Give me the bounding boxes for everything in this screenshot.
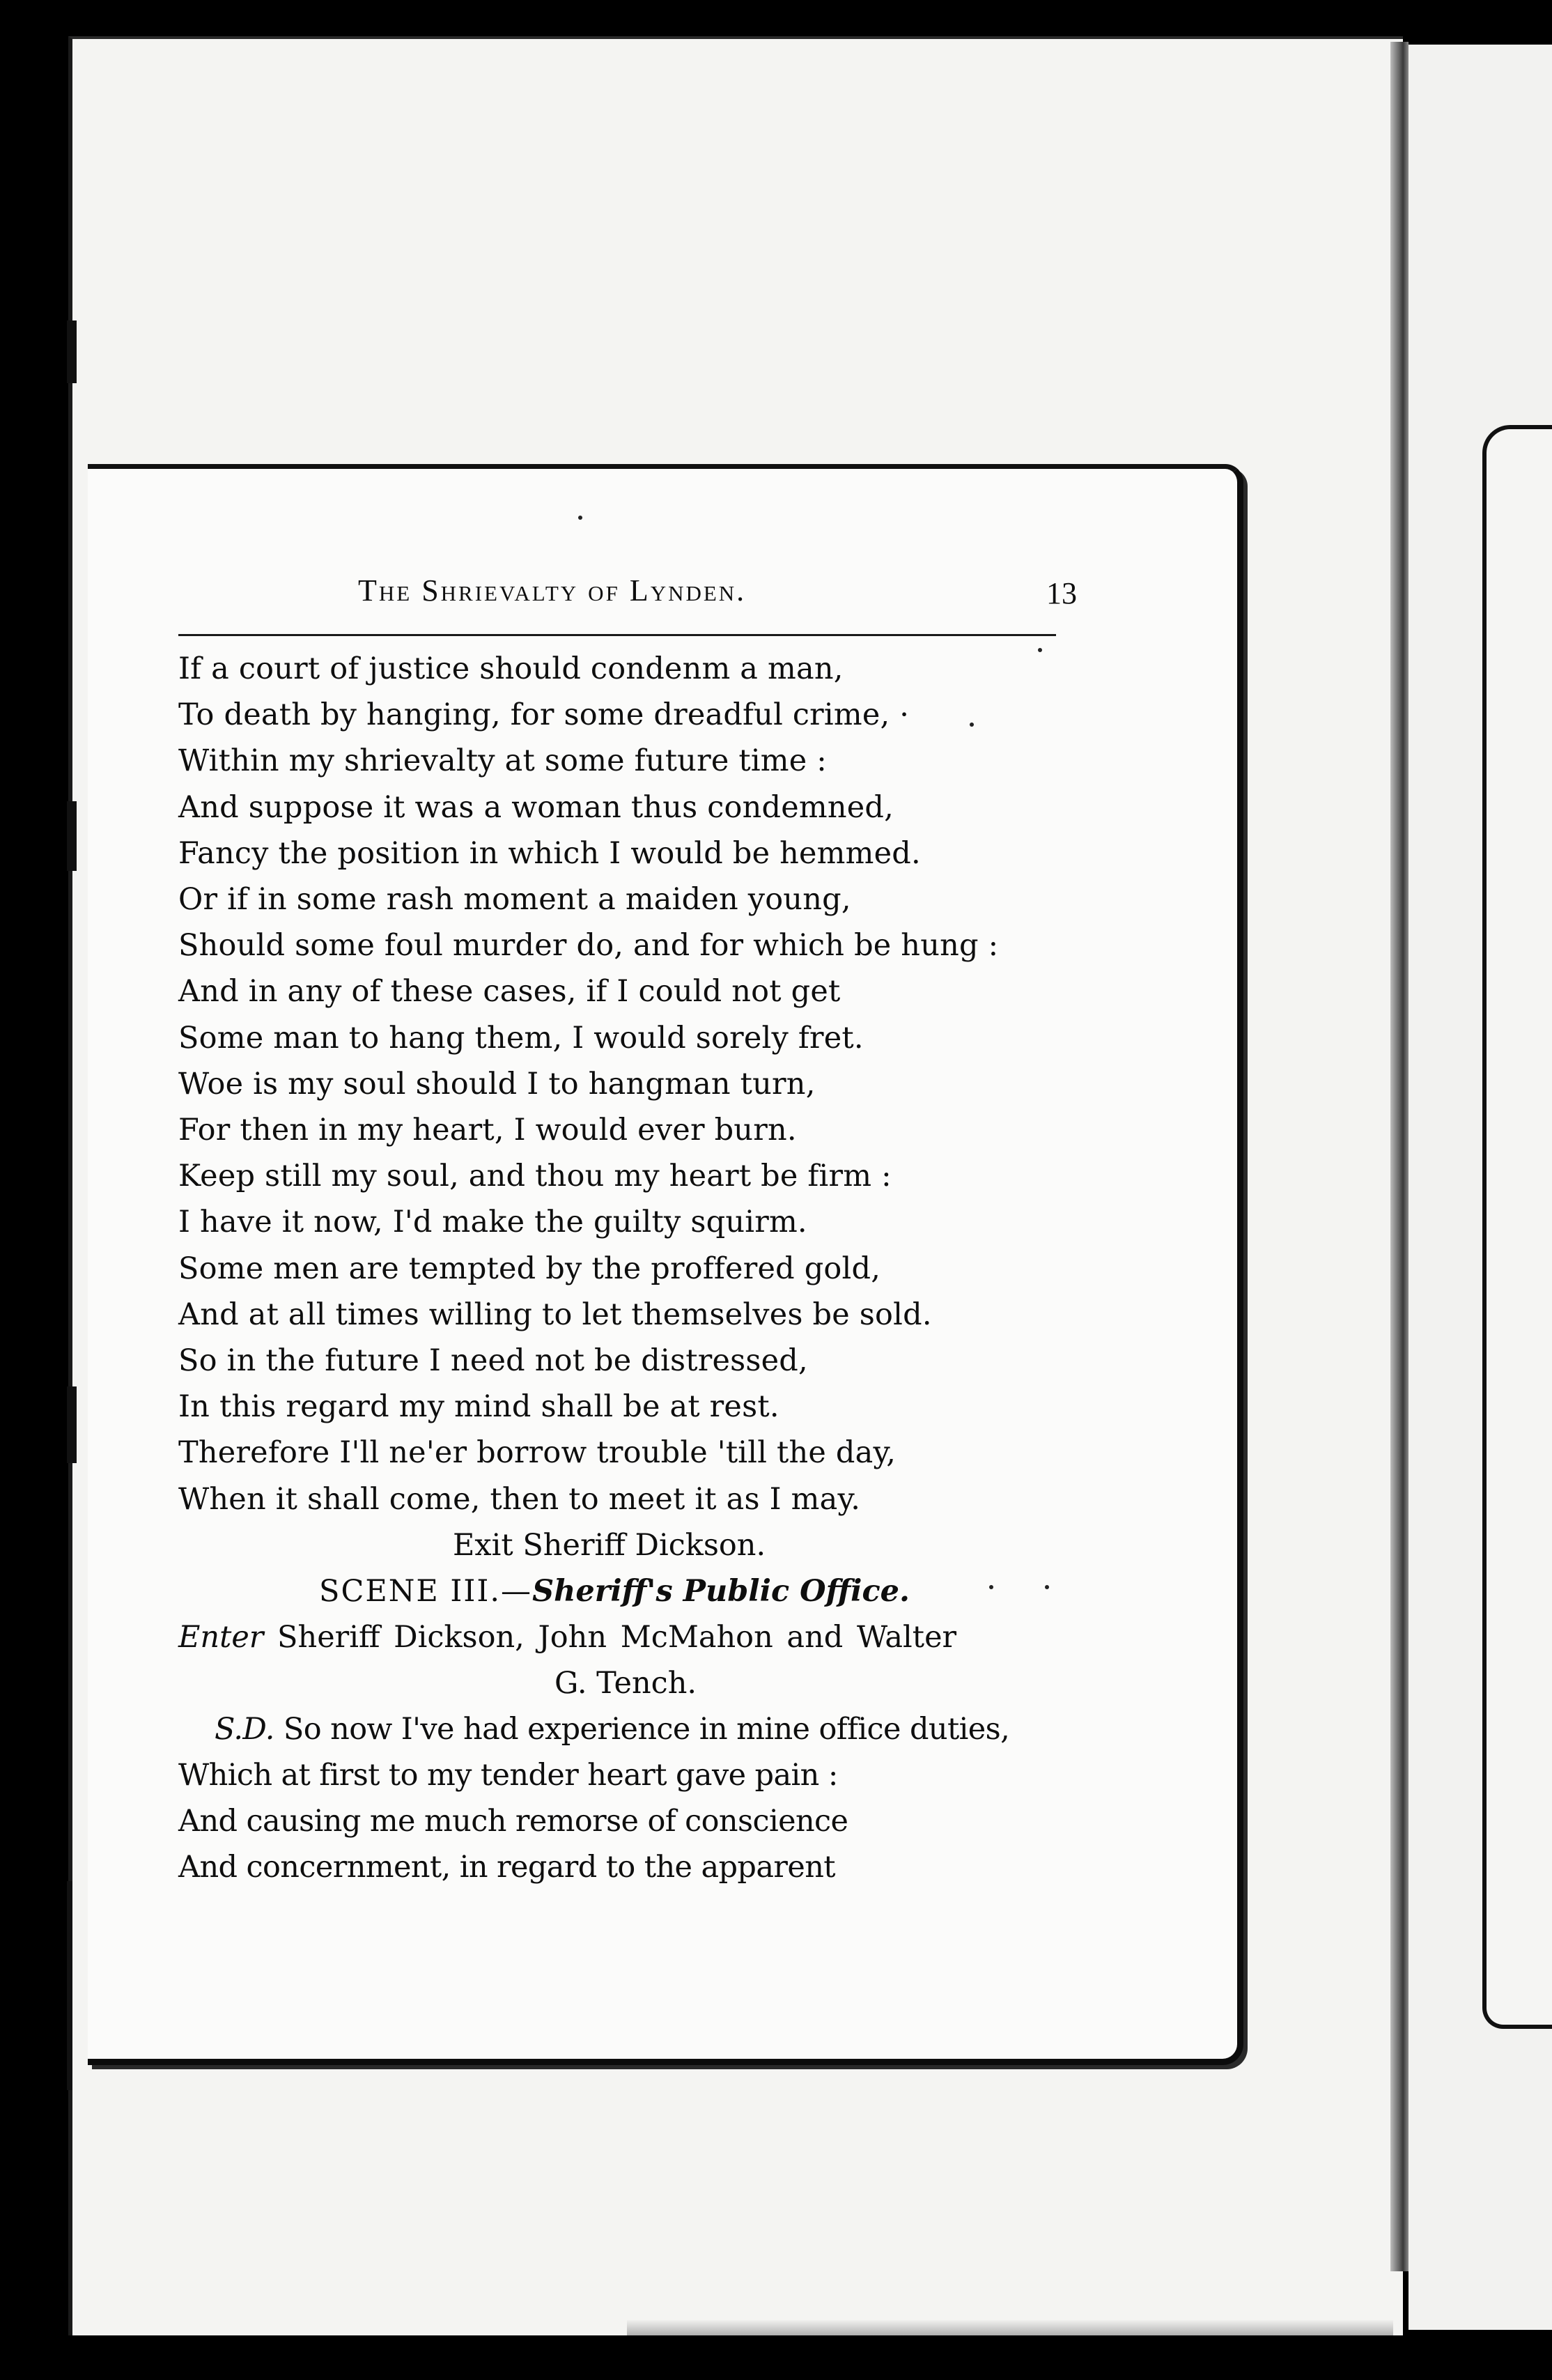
speech-line: And causing me much remorse of conscience	[178, 1803, 848, 1839]
verse-line: Within my shrievalty at some future time :	[178, 743, 827, 779]
scene-heading	[178, 1568, 1077, 1614]
speaker-tag: S.D.	[215, 1711, 274, 1747]
verse-line: Or if in some rash moment a maiden young,	[178, 882, 851, 918]
verse-line: Therefore I'll ne'er borrow trouble 'till the day,	[178, 1435, 897, 1471]
verse-line: Keep still my soul, and thou my heart be firm :	[178, 1159, 892, 1194]
verse-line: In this regard my mind shall be at rest.	[178, 1389, 779, 1425]
edge-mark	[67, 1881, 72, 2090]
verse-line: When it shall come, then to meet it as I may.	[178, 1481, 861, 1517]
verse-line: Some man to hang them, I would sorely fret.	[178, 1020, 864, 1056]
page-number: 13	[1046, 576, 1077, 610]
speech	[178, 1706, 1077, 1890]
verse-line: For then in my heart, I would ever burn.	[178, 1113, 797, 1148]
verse-line: If a court of justice should condenm a man,	[178, 651, 844, 686]
stage-direction-exit: Exit Sheriff Dickson.	[453, 1527, 766, 1563]
adjacent-clipping-edge	[1482, 425, 1552, 2029]
header-rule	[178, 634, 1056, 636]
verse-line: So in the future I need not be distressed,	[178, 1343, 808, 1379]
speech-first-line: So now I've had experience in mine office duties,	[283, 1711, 1010, 1747]
stage-direction-enter	[178, 1614, 1077, 1660]
speech-line	[178, 1706, 1077, 1752]
enter-word: Enter	[178, 1619, 264, 1655]
speckle	[578, 516, 582, 520]
page-fold-shadow	[1390, 42, 1409, 2271]
verse-line: To death by hanging, for some dreadful crime, ·	[178, 697, 910, 733]
verse-line: I have it now, I'd make the guilty squirm.	[178, 1205, 807, 1240]
edge-mark	[67, 320, 77, 383]
verse-line: Woe is my soul should I to hangman turn,	[178, 1066, 816, 1102]
page-text	[178, 573, 1077, 1890]
verse	[178, 646, 1077, 1522]
stage-direction-enter-cont: G. Tench.	[554, 1665, 697, 1701]
edge-mark	[67, 801, 77, 871]
verse-line: Some men are tempted by the proffered gold,	[178, 1251, 881, 1286]
enter-names: Sheriff Dickson, John McMahon and Walter	[277, 1619, 957, 1655]
running-title: The Shrievalty of Lynden.	[358, 573, 747, 608]
verse-line: And suppose it was a woman thus condemned,	[178, 789, 894, 825]
verse-line: And in any of these cases, if I could not get	[178, 974, 841, 1010]
scan-border-bottom	[0, 2335, 1552, 2380]
verse-line: And at all times willing to let themselves be sold.	[178, 1297, 932, 1332]
running-head	[178, 573, 1077, 621]
verse-line: Fancy the position in which I would be hemmed.	[178, 835, 921, 871]
speech-line: And concernment, in regard to the apparent	[178, 1849, 835, 1885]
edge-mark	[67, 1386, 77, 1463]
scene-number: SCENE III.—	[319, 1573, 533, 1609]
verse-line: Should some foul murder do, and for which be hung :	[178, 928, 999, 964]
scene-location: Sheriff's Public Office.	[532, 1573, 910, 1609]
speech-line: Which at first to my tender heart gave pain :	[178, 1757, 838, 1793]
